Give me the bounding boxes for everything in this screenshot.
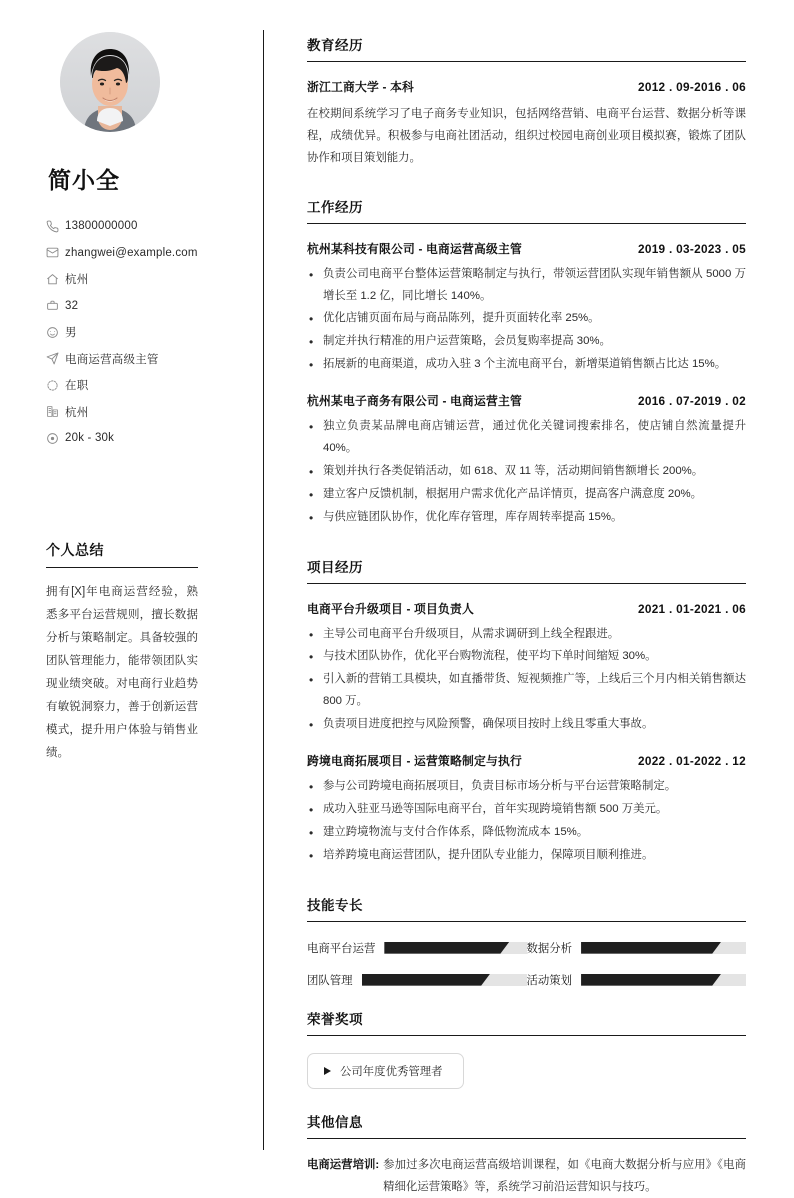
entry-date: 2019 . 03-2023 . 05 <box>637 241 746 256</box>
projects-section <box>307 556 746 867</box>
sidebar <box>0 0 263 1170</box>
list-item: • 独立负责某品牌电商店铺运营，通过优化关键词搜索排名，使店铺自然流量提升 40%。 <box>307 416 746 460</box>
main-content <box>263 0 794 1193</box>
refresh-icon <box>46 379 65 392</box>
skill-bar <box>384 942 526 954</box>
skill-bar-fill <box>581 974 721 986</box>
contact-value: 20k - 30k <box>65 432 115 445</box>
entry-header <box>307 600 746 617</box>
list-item: • 引入新的营销工具模块，如直播带货、短视频推广等，上线后三个月内相关销售额达 800 万。 <box>307 669 746 713</box>
avatar-image <box>60 32 160 132</box>
contact-item-age <box>46 293 235 320</box>
other-title: 其他信息 <box>307 1111 746 1139</box>
contact-item-location <box>46 266 235 293</box>
skill-bar-fill <box>581 942 721 954</box>
skills-title: 技能专长 <box>307 894 746 922</box>
skill-item <box>307 972 527 988</box>
entry-date: 2012 . 09-2016 . 06 <box>637 80 746 94</box>
skill-bar <box>581 974 746 986</box>
spacer <box>307 530 746 556</box>
skill-label: 电商平台运营 <box>307 942 376 955</box>
coin-icon <box>46 432 65 445</box>
list-item: • 策划并执行各类促销活动，如 618、双 11 等，活动期间销售额增长 200%。 <box>307 461 746 483</box>
contact-value: 13800000000 <box>65 220 138 233</box>
work-entry <box>307 240 746 376</box>
entry-title: 杭州某电子商务有限公司 - 电商运营主管 <box>307 394 523 409</box>
entry-description: 在校期间系统学习了电子商务专业知识，包括网络营销、电商平台运营、数据分析等课程，成绩优异。积极参与电商社团活动，组织过校园电商创业项目模拟赛，锻炼了团队协作和项目策划能力。 <box>307 108 746 164</box>
bullet-list <box>307 416 746 528</box>
list-item: • 与技术团队协作，优化平台购物流程，使平均下单时间缩短 30%。 <box>307 646 746 668</box>
entry-header <box>307 240 746 257</box>
avatar <box>60 32 160 132</box>
education-title: 教育经历 <box>307 34 746 62</box>
other-label: 电商运营培训: <box>307 1158 380 1171</box>
contact-value: 32 <box>65 299 79 312</box>
contact-list <box>46 213 235 452</box>
contact-item-phone <box>46 213 235 240</box>
awards-list <box>307 1053 746 1089</box>
paper-plane-icon <box>46 352 65 365</box>
entry-date: 2021 . 01-2021 . 06 <box>637 601 746 616</box>
list-item: • 负责项目进度把控与风险预警，确保项目按时上线且零重大事故。 <box>307 714 746 736</box>
spacer <box>307 170 746 196</box>
list-item: • 参与公司跨境电商拓展项目，负责目标市场分析与平台运营策略制定。 <box>307 776 746 798</box>
contact-item-gender <box>46 319 235 346</box>
contact-value: 男 <box>65 327 77 340</box>
column-divider <box>263 30 264 1150</box>
entry-date: 2022 . 01-2022 . 12 <box>637 754 746 769</box>
list-item: • 主导公司电商平台升级项目，从需求调研到上线全程跟进。 <box>307 624 746 646</box>
list-item: • 建立客户反馈机制，根据用户需求优化产品详情页，提高客户满意度 20%。 <box>307 484 746 506</box>
list-item: • 与供应链团队协作，优化库存管理，库存周转率提高 15%。 <box>307 507 746 529</box>
entry-title: 电商平台升级项目 - 项目负责人 <box>307 601 475 616</box>
skill-bar-fill <box>384 942 509 954</box>
contact-value: 电商运营高级主管 <box>65 353 159 366</box>
award-label: 公司年度优秀管理者 <box>340 1065 443 1078</box>
entry-header <box>307 752 746 769</box>
skills-list <box>307 940 746 1004</box>
bullet-list <box>307 624 746 736</box>
awards-section <box>307 1008 746 1089</box>
work-title: 工作经历 <box>307 196 746 224</box>
entry-header <box>307 392 746 409</box>
skill-item <box>307 940 527 956</box>
skill-item <box>527 972 747 988</box>
spacer <box>307 1089 746 1111</box>
entry-date: 2016 . 07-2019 . 02 <box>637 394 746 409</box>
skill-label: 团队管理 <box>307 974 353 987</box>
home-icon <box>46 273 65 286</box>
contact-value: 杭州 <box>65 406 89 419</box>
face-icon <box>46 326 65 339</box>
work-entry <box>307 392 746 528</box>
phone-icon <box>46 220 65 233</box>
awards-title: 荣誉奖项 <box>307 1008 746 1036</box>
list-item: • 优化店铺页面布局与商品陈列，提升页面转化率 25%。 <box>307 308 746 330</box>
list-item: • 负责公司电商平台整体运营策略制定与执行，带领运营团队实现年销售额从 5000 万增长至 1.2 亿，同比增长 140%。 <box>307 264 746 308</box>
project-entry <box>307 600 746 736</box>
contact-item-city <box>46 399 235 426</box>
summary-text: 拥有[X]年电商运营经验，熟悉多平台运营规则，擅长数据分析与策略制定。具备较强的团队管理能力，能带领团队实现业绩突破。对电商行业趋势有敏锐洞察力，善于创新运营模式，提升用户体验与销售业绩。 <box>46 585 198 759</box>
skill-label: 活动策划 <box>526 974 573 987</box>
education-entry <box>307 78 746 170</box>
candidate-name: 简小全 <box>48 167 120 193</box>
play-triangle-icon <box>324 1067 331 1075</box>
skill-item <box>527 940 747 956</box>
portrait-illustration <box>60 32 160 132</box>
contact-item-email <box>46 240 235 267</box>
list-item: • 成功入驻亚马逊等国际电商平台，首年实现跨境销售额 500 万美元。 <box>307 799 746 821</box>
skill-bar <box>581 942 746 954</box>
list-item: • 拓展新的电商渠道，成功入驻 3 个主流电商平台，新增渠道销售额占比达 15%。 <box>307 354 746 376</box>
contact-value: 在职 <box>65 380 89 393</box>
entry-title: 浙江工商大学 - 本科 <box>307 80 415 94</box>
contact-value: 杭州 <box>65 274 89 287</box>
entry-header <box>307 78 746 95</box>
list-item: • 制定并执行精准的用户运营策略，会员复购率提高 30%。 <box>307 331 746 353</box>
entry-title: 杭州某科技有限公司 - 电商运营高级主管 <box>307 241 523 256</box>
projects-title: 项目经历 <box>307 556 746 584</box>
contact-item-position <box>46 346 235 373</box>
list-item: • 培养跨境电商运营团队，提升团队专业能力，保障项目顺利推进。 <box>307 845 746 867</box>
skills-section <box>307 894 746 1004</box>
education-section <box>307 34 746 170</box>
contact-value: zhangwei@example.com <box>65 246 198 259</box>
award-badge <box>307 1053 464 1089</box>
contact-item-salary <box>46 425 235 452</box>
contact-item-status <box>46 372 235 399</box>
other-row <box>307 1154 746 1198</box>
building-icon <box>46 405 65 418</box>
summary-title: 个人总结 <box>46 540 198 568</box>
summary-section <box>46 540 235 765</box>
other-value: 参加过多次电商运营高级培训课程，如《电商大数据分析与应用》《电商精细化运营策略》等，系统学习前沿运营知识与技巧。 <box>383 1158 746 1193</box>
skill-bar-fill <box>362 974 491 986</box>
envelope-icon <box>46 246 65 259</box>
project-entry <box>307 752 746 867</box>
skill-bar <box>362 974 527 986</box>
briefcase-icon <box>46 299 65 312</box>
bullet-list <box>307 776 746 867</box>
other-section <box>307 1111 746 1198</box>
entry-title: 跨境电商拓展项目 - 运营策略制定与执行 <box>307 754 523 769</box>
bullet-list <box>307 264 746 376</box>
list-item: • 建立跨境物流与支付合作体系，降低物流成本 15%。 <box>307 822 746 844</box>
spacer <box>307 868 746 894</box>
skill-label: 数据分析 <box>526 942 573 955</box>
work-section <box>307 196 746 529</box>
